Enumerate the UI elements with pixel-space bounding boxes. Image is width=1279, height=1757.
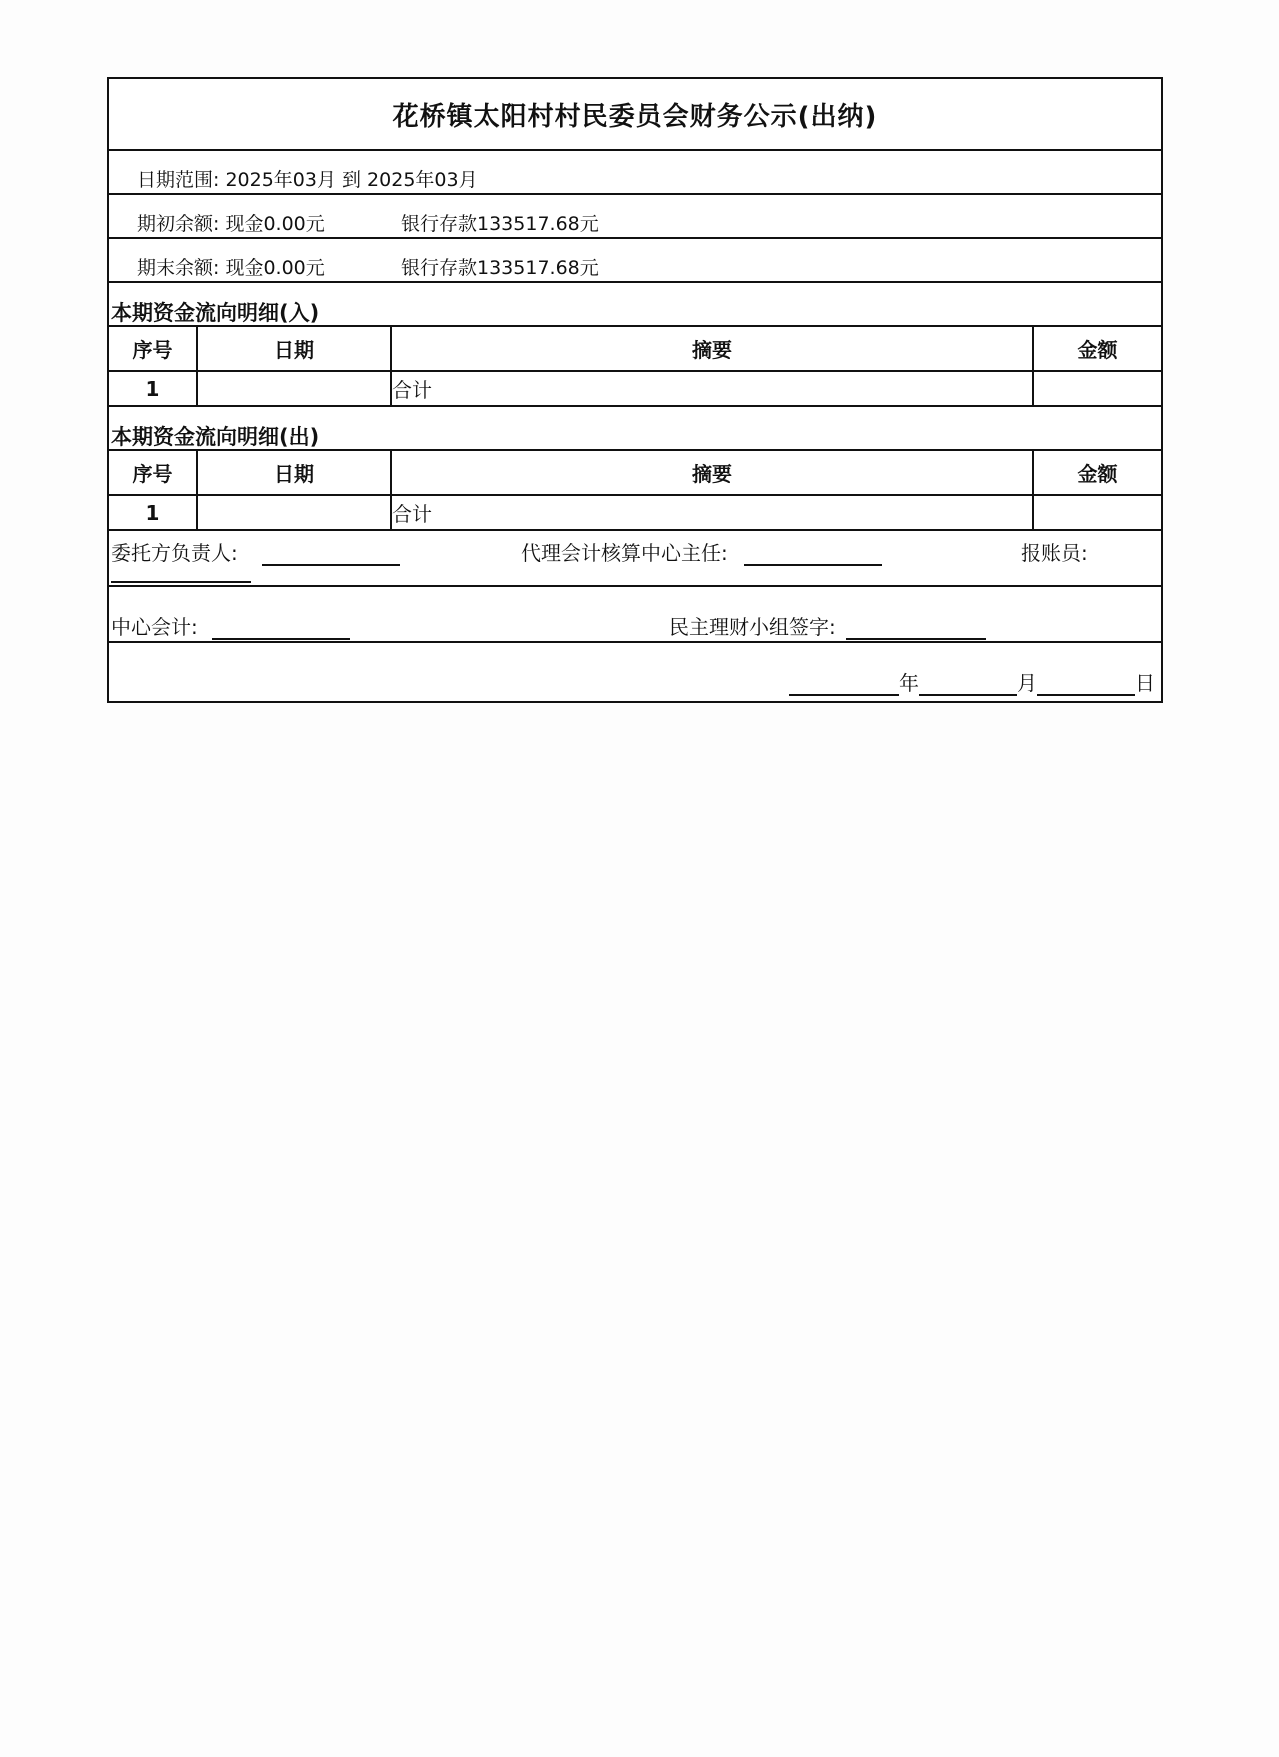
col-header-no: 序号 <box>109 451 197 495</box>
income-section-heading <box>109 283 1161 327</box>
opening-bank: 银行存款133517.68元 <box>401 213 599 235</box>
sign-date <box>789 667 1155 696</box>
col-header-date: 日期 <box>197 451 391 495</box>
entrust-sign-line <box>262 544 400 566</box>
col-header-date: 日期 <box>197 327 391 371</box>
accountant-sign-line <box>212 618 350 640</box>
director-sign-line <box>744 544 882 566</box>
signature-row-2 <box>109 587 1161 643</box>
director-signature <box>521 537 882 566</box>
cell-date <box>197 495 391 530</box>
cell-summary: 合计 <box>391 371 1033 406</box>
expense-table <box>109 451 1161 531</box>
opening-balance-row <box>109 195 1161 239</box>
date-range-row <box>109 151 1161 195</box>
date-sign-row <box>109 643 1161 701</box>
table-row <box>109 371 1161 406</box>
year-label: 年 <box>899 671 919 695</box>
cell-amount <box>1033 495 1161 530</box>
group-signature <box>669 611 986 640</box>
table-header-row <box>109 327 1161 371</box>
cell-no: 1 <box>109 495 197 530</box>
cell-date <box>197 371 391 406</box>
col-header-no: 序号 <box>109 327 197 371</box>
entrust-label: 委托方负责人: <box>111 541 238 565</box>
title-row <box>109 79 1161 151</box>
col-header-summary: 摘要 <box>391 327 1033 371</box>
closing-bank: 银行存款133517.68元 <box>401 257 599 279</box>
reporter-label: 报账员: <box>1021 541 1088 565</box>
signature-row-1 <box>109 531 1161 587</box>
date-range: 日期范围: 2025年03月 到 2025年03月 <box>137 169 478 191</box>
expense-section-title: 本期资金流向明细(出) <box>111 425 320 449</box>
group-sign-line <box>846 618 986 640</box>
director-label: 代理会计核算中心主任: <box>521 541 728 565</box>
closing-cash: 期末余额: 现金0.00元 <box>137 257 325 279</box>
table-header-row <box>109 451 1161 495</box>
col-header-amount: 金额 <box>1033 451 1161 495</box>
cell-no: 1 <box>109 371 197 406</box>
table-row <box>109 495 1161 530</box>
expense-section-heading <box>109 407 1161 451</box>
col-header-amount: 金额 <box>1033 327 1161 371</box>
closing-balance-row <box>109 239 1161 283</box>
income-table <box>109 327 1161 407</box>
form-title: 花桥镇太阳村村民委员会财务公示(出纳) <box>392 101 878 132</box>
income-section-title: 本期资金流向明细(入) <box>111 301 320 325</box>
reporter-sign-line <box>111 561 251 583</box>
col-header-summary: 摘要 <box>391 451 1033 495</box>
day-line <box>1037 674 1135 696</box>
group-label: 民主理财小组签字: <box>669 615 836 639</box>
accountant-signature <box>111 611 350 640</box>
cell-amount <box>1033 371 1161 406</box>
year-line <box>789 674 899 696</box>
cell-summary: 合计 <box>391 495 1033 530</box>
finance-disclosure-form <box>107 77 1163 703</box>
accountant-label: 中心会计: <box>111 615 198 639</box>
month-line <box>919 674 1017 696</box>
opening-cash: 期初余额: 现金0.00元 <box>137 213 325 235</box>
day-label: 日 <box>1135 671 1155 695</box>
month-label: 月 <box>1017 671 1037 695</box>
